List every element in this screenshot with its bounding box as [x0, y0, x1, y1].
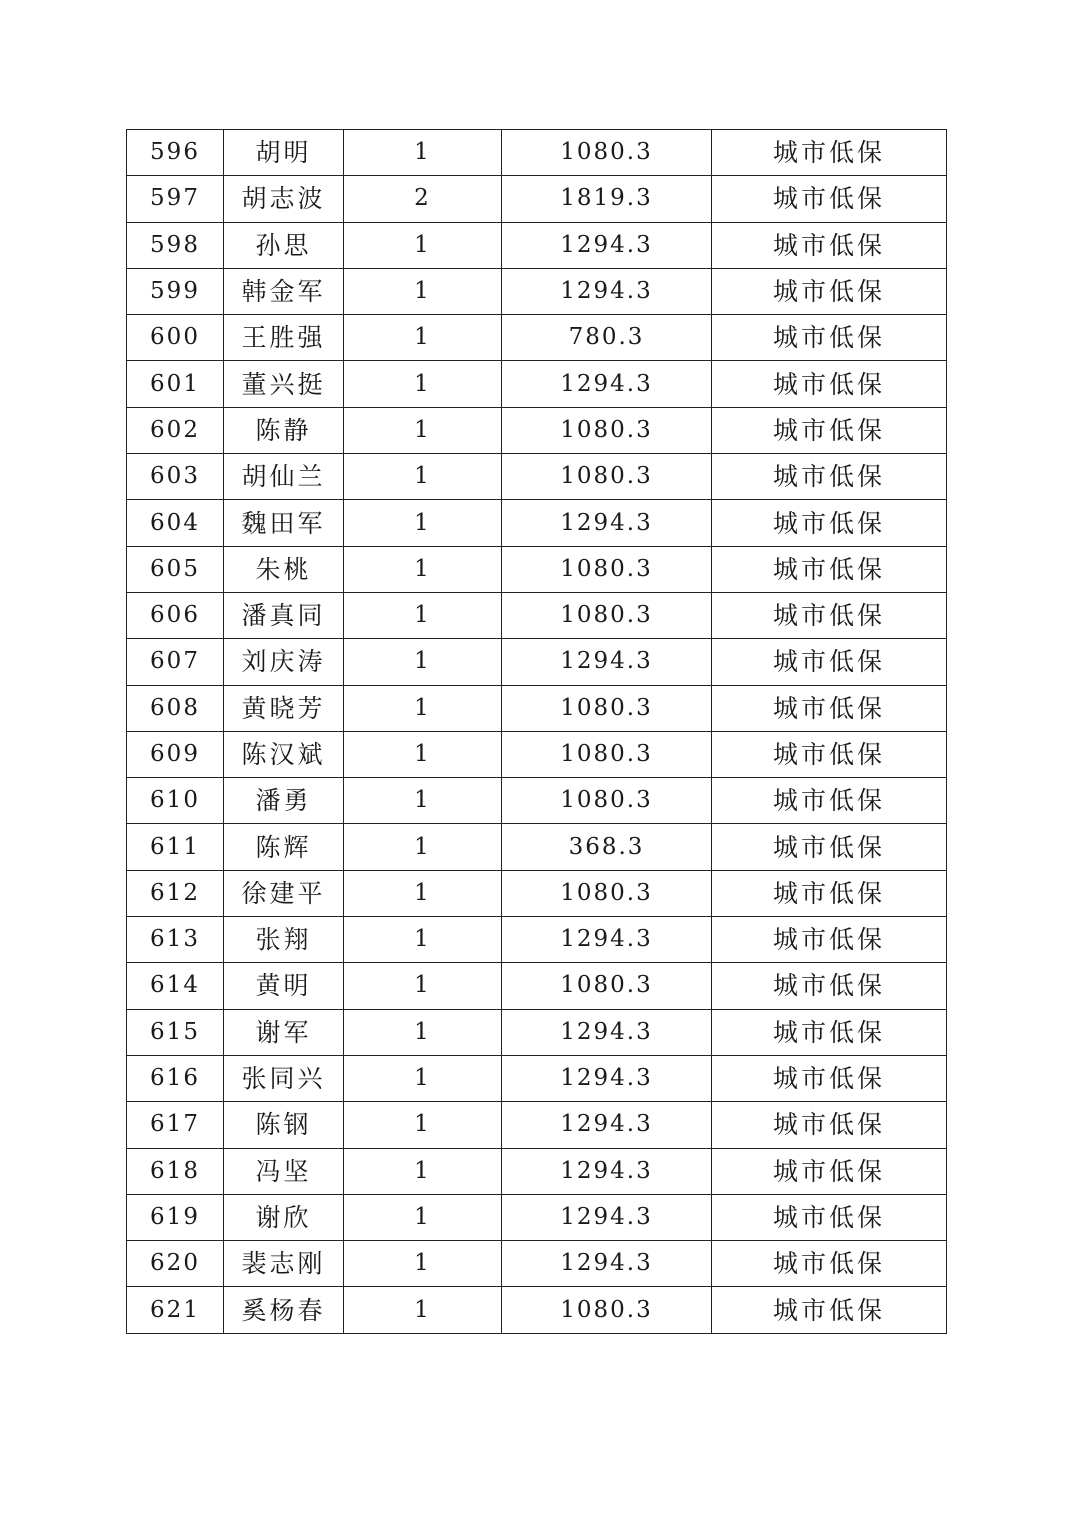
amount-cell: 1294.3	[502, 500, 712, 546]
household-count-cell: 1	[344, 1287, 502, 1333]
table-row	[127, 268, 947, 314]
assistance-type-cell: 城市低保	[712, 1009, 947, 1055]
household-count-cell: 1	[344, 1241, 502, 1287]
amount-cell: 1080.3	[502, 685, 712, 731]
name-cell: 潘真同	[224, 592, 344, 638]
household-count-cell: 1	[344, 870, 502, 916]
household-count-cell: 1	[344, 824, 502, 870]
name-cell: 张同兴	[224, 1055, 344, 1101]
amount-cell: 1080.3	[502, 778, 712, 824]
table-row	[127, 315, 947, 361]
name-cell: 陈汉斌	[224, 731, 344, 777]
assistance-type-cell: 城市低保	[712, 639, 947, 685]
amount-cell: 368.3	[502, 824, 712, 870]
row-index-cell: 606	[127, 592, 224, 638]
amount-cell: 1294.3	[502, 1241, 712, 1287]
table-row	[127, 963, 947, 1009]
assistance-type-cell: 城市低保	[712, 176, 947, 222]
amount-cell: 1294.3	[502, 268, 712, 314]
household-count-cell: 1	[344, 592, 502, 638]
assistance-type-cell: 城市低保	[712, 917, 947, 963]
household-count-cell: 1	[344, 1055, 502, 1101]
assistance-type-cell: 城市低保	[712, 824, 947, 870]
table-row	[127, 1241, 947, 1287]
name-cell: 张翔	[224, 917, 344, 963]
household-count-cell: 1	[344, 917, 502, 963]
table-row	[127, 778, 947, 824]
assistance-type-cell: 城市低保	[712, 685, 947, 731]
row-index-cell: 620	[127, 1241, 224, 1287]
row-index-cell: 607	[127, 639, 224, 685]
name-cell: 胡仙兰	[224, 454, 344, 500]
name-cell: 朱桃	[224, 546, 344, 592]
name-cell: 裴志刚	[224, 1241, 344, 1287]
household-count-cell: 1	[344, 268, 502, 314]
table-row	[127, 870, 947, 916]
name-cell: 徐建平	[224, 870, 344, 916]
row-index-cell: 599	[127, 268, 224, 314]
assistance-type-cell: 城市低保	[712, 870, 947, 916]
amount-cell: 1294.3	[502, 917, 712, 963]
name-cell: 韩金军	[224, 268, 344, 314]
row-index-cell: 602	[127, 407, 224, 453]
name-cell: 冯坚	[224, 1148, 344, 1194]
assistance-type-cell: 城市低保	[712, 1241, 947, 1287]
household-count-cell: 1	[344, 407, 502, 453]
name-cell: 黄晓芳	[224, 685, 344, 731]
name-cell: 奚杨春	[224, 1287, 344, 1333]
name-cell: 刘庆涛	[224, 639, 344, 685]
household-count-cell: 1	[344, 454, 502, 500]
amount-cell: 1080.3	[502, 130, 712, 176]
table-row	[127, 1102, 947, 1148]
row-index-cell: 614	[127, 963, 224, 1009]
table-row	[127, 1055, 947, 1101]
household-count-cell: 1	[344, 685, 502, 731]
table-row	[127, 546, 947, 592]
amount-cell: 1294.3	[502, 1148, 712, 1194]
assistance-type-cell: 城市低保	[712, 500, 947, 546]
table-row	[127, 130, 947, 176]
amount-cell: 1080.3	[502, 592, 712, 638]
table-row	[127, 1287, 947, 1333]
table-row	[127, 407, 947, 453]
amount-cell: 1080.3	[502, 1287, 712, 1333]
household-count-cell: 1	[344, 1102, 502, 1148]
table-row	[127, 1009, 947, 1055]
household-count-cell: 1	[344, 500, 502, 546]
row-index-cell: 617	[127, 1102, 224, 1148]
household-count-cell: 1	[344, 130, 502, 176]
household-count-cell: 1	[344, 361, 502, 407]
amount-cell: 1294.3	[502, 222, 712, 268]
assistance-type-cell: 城市低保	[712, 454, 947, 500]
household-count-cell: 1	[344, 963, 502, 1009]
amount-cell: 1294.3	[502, 1194, 712, 1240]
amount-cell: 1294.3	[502, 1102, 712, 1148]
assistance-type-cell: 城市低保	[712, 1055, 947, 1101]
amount-cell: 1294.3	[502, 1055, 712, 1101]
amount-cell: 1080.3	[502, 870, 712, 916]
beneficiary-table	[126, 129, 947, 1334]
table-row	[127, 824, 947, 870]
assistance-type-cell: 城市低保	[712, 268, 947, 314]
amount-cell: 1294.3	[502, 361, 712, 407]
assistance-type-cell: 城市低保	[712, 130, 947, 176]
amount-cell: 1080.3	[502, 963, 712, 1009]
row-index-cell: 615	[127, 1009, 224, 1055]
row-index-cell: 619	[127, 1194, 224, 1240]
household-count-cell: 1	[344, 1194, 502, 1240]
household-count-cell: 1	[344, 1148, 502, 1194]
row-index-cell: 597	[127, 176, 224, 222]
name-cell: 胡明	[224, 130, 344, 176]
row-index-cell: 604	[127, 500, 224, 546]
table-row	[127, 1194, 947, 1240]
household-count-cell: 1	[344, 222, 502, 268]
assistance-type-cell: 城市低保	[712, 1194, 947, 1240]
row-index-cell: 612	[127, 870, 224, 916]
table-row	[127, 685, 947, 731]
name-cell: 魏田军	[224, 500, 344, 546]
name-cell: 董兴挺	[224, 361, 344, 407]
amount-cell: 1819.3	[502, 176, 712, 222]
table-row	[127, 731, 947, 777]
row-index-cell: 598	[127, 222, 224, 268]
name-cell: 潘勇	[224, 778, 344, 824]
household-count-cell: 1	[344, 315, 502, 361]
assistance-type-cell: 城市低保	[712, 778, 947, 824]
assistance-type-cell: 城市低保	[712, 1102, 947, 1148]
amount-cell: 1080.3	[502, 407, 712, 453]
assistance-type-cell: 城市低保	[712, 731, 947, 777]
row-index-cell: 611	[127, 824, 224, 870]
assistance-type-cell: 城市低保	[712, 315, 947, 361]
amount-cell: 1080.3	[502, 546, 712, 592]
name-cell: 谢欣	[224, 1194, 344, 1240]
table-row	[127, 361, 947, 407]
row-index-cell: 605	[127, 546, 224, 592]
assistance-type-cell: 城市低保	[712, 963, 947, 1009]
assistance-type-cell: 城市低保	[712, 361, 947, 407]
table-row	[127, 639, 947, 685]
table-row	[127, 222, 947, 268]
household-count-cell: 1	[344, 546, 502, 592]
row-index-cell: 618	[127, 1148, 224, 1194]
assistance-type-cell: 城市低保	[712, 1148, 947, 1194]
name-cell: 陈辉	[224, 824, 344, 870]
name-cell: 陈钢	[224, 1102, 344, 1148]
household-count-cell: 1	[344, 1009, 502, 1055]
amount-cell: 780.3	[502, 315, 712, 361]
table-body	[127, 130, 947, 1334]
assistance-type-cell: 城市低保	[712, 1287, 947, 1333]
amount-cell: 1294.3	[502, 1009, 712, 1055]
name-cell: 胡志波	[224, 176, 344, 222]
row-index-cell: 616	[127, 1055, 224, 1101]
row-index-cell: 608	[127, 685, 224, 731]
table-row	[127, 454, 947, 500]
amount-cell: 1080.3	[502, 731, 712, 777]
assistance-type-cell: 城市低保	[712, 407, 947, 453]
row-index-cell: 603	[127, 454, 224, 500]
name-cell: 孙思	[224, 222, 344, 268]
name-cell: 陈静	[224, 407, 344, 453]
name-cell: 王胜强	[224, 315, 344, 361]
name-cell: 谢军	[224, 1009, 344, 1055]
row-index-cell: 621	[127, 1287, 224, 1333]
amount-cell: 1080.3	[502, 454, 712, 500]
assistance-type-cell: 城市低保	[712, 546, 947, 592]
row-index-cell: 609	[127, 731, 224, 777]
table-row	[127, 176, 947, 222]
row-index-cell: 601	[127, 361, 224, 407]
household-count-cell: 2	[344, 176, 502, 222]
amount-cell: 1294.3	[502, 639, 712, 685]
table-row	[127, 500, 947, 546]
table-row	[127, 1148, 947, 1194]
name-cell: 黄明	[224, 963, 344, 1009]
table-row	[127, 917, 947, 963]
row-index-cell: 610	[127, 778, 224, 824]
assistance-type-cell: 城市低保	[712, 592, 947, 638]
table-row	[127, 592, 947, 638]
assistance-type-cell: 城市低保	[712, 222, 947, 268]
household-count-cell: 1	[344, 778, 502, 824]
row-index-cell: 600	[127, 315, 224, 361]
row-index-cell: 613	[127, 917, 224, 963]
household-count-cell: 1	[344, 731, 502, 777]
household-count-cell: 1	[344, 639, 502, 685]
row-index-cell: 596	[127, 130, 224, 176]
